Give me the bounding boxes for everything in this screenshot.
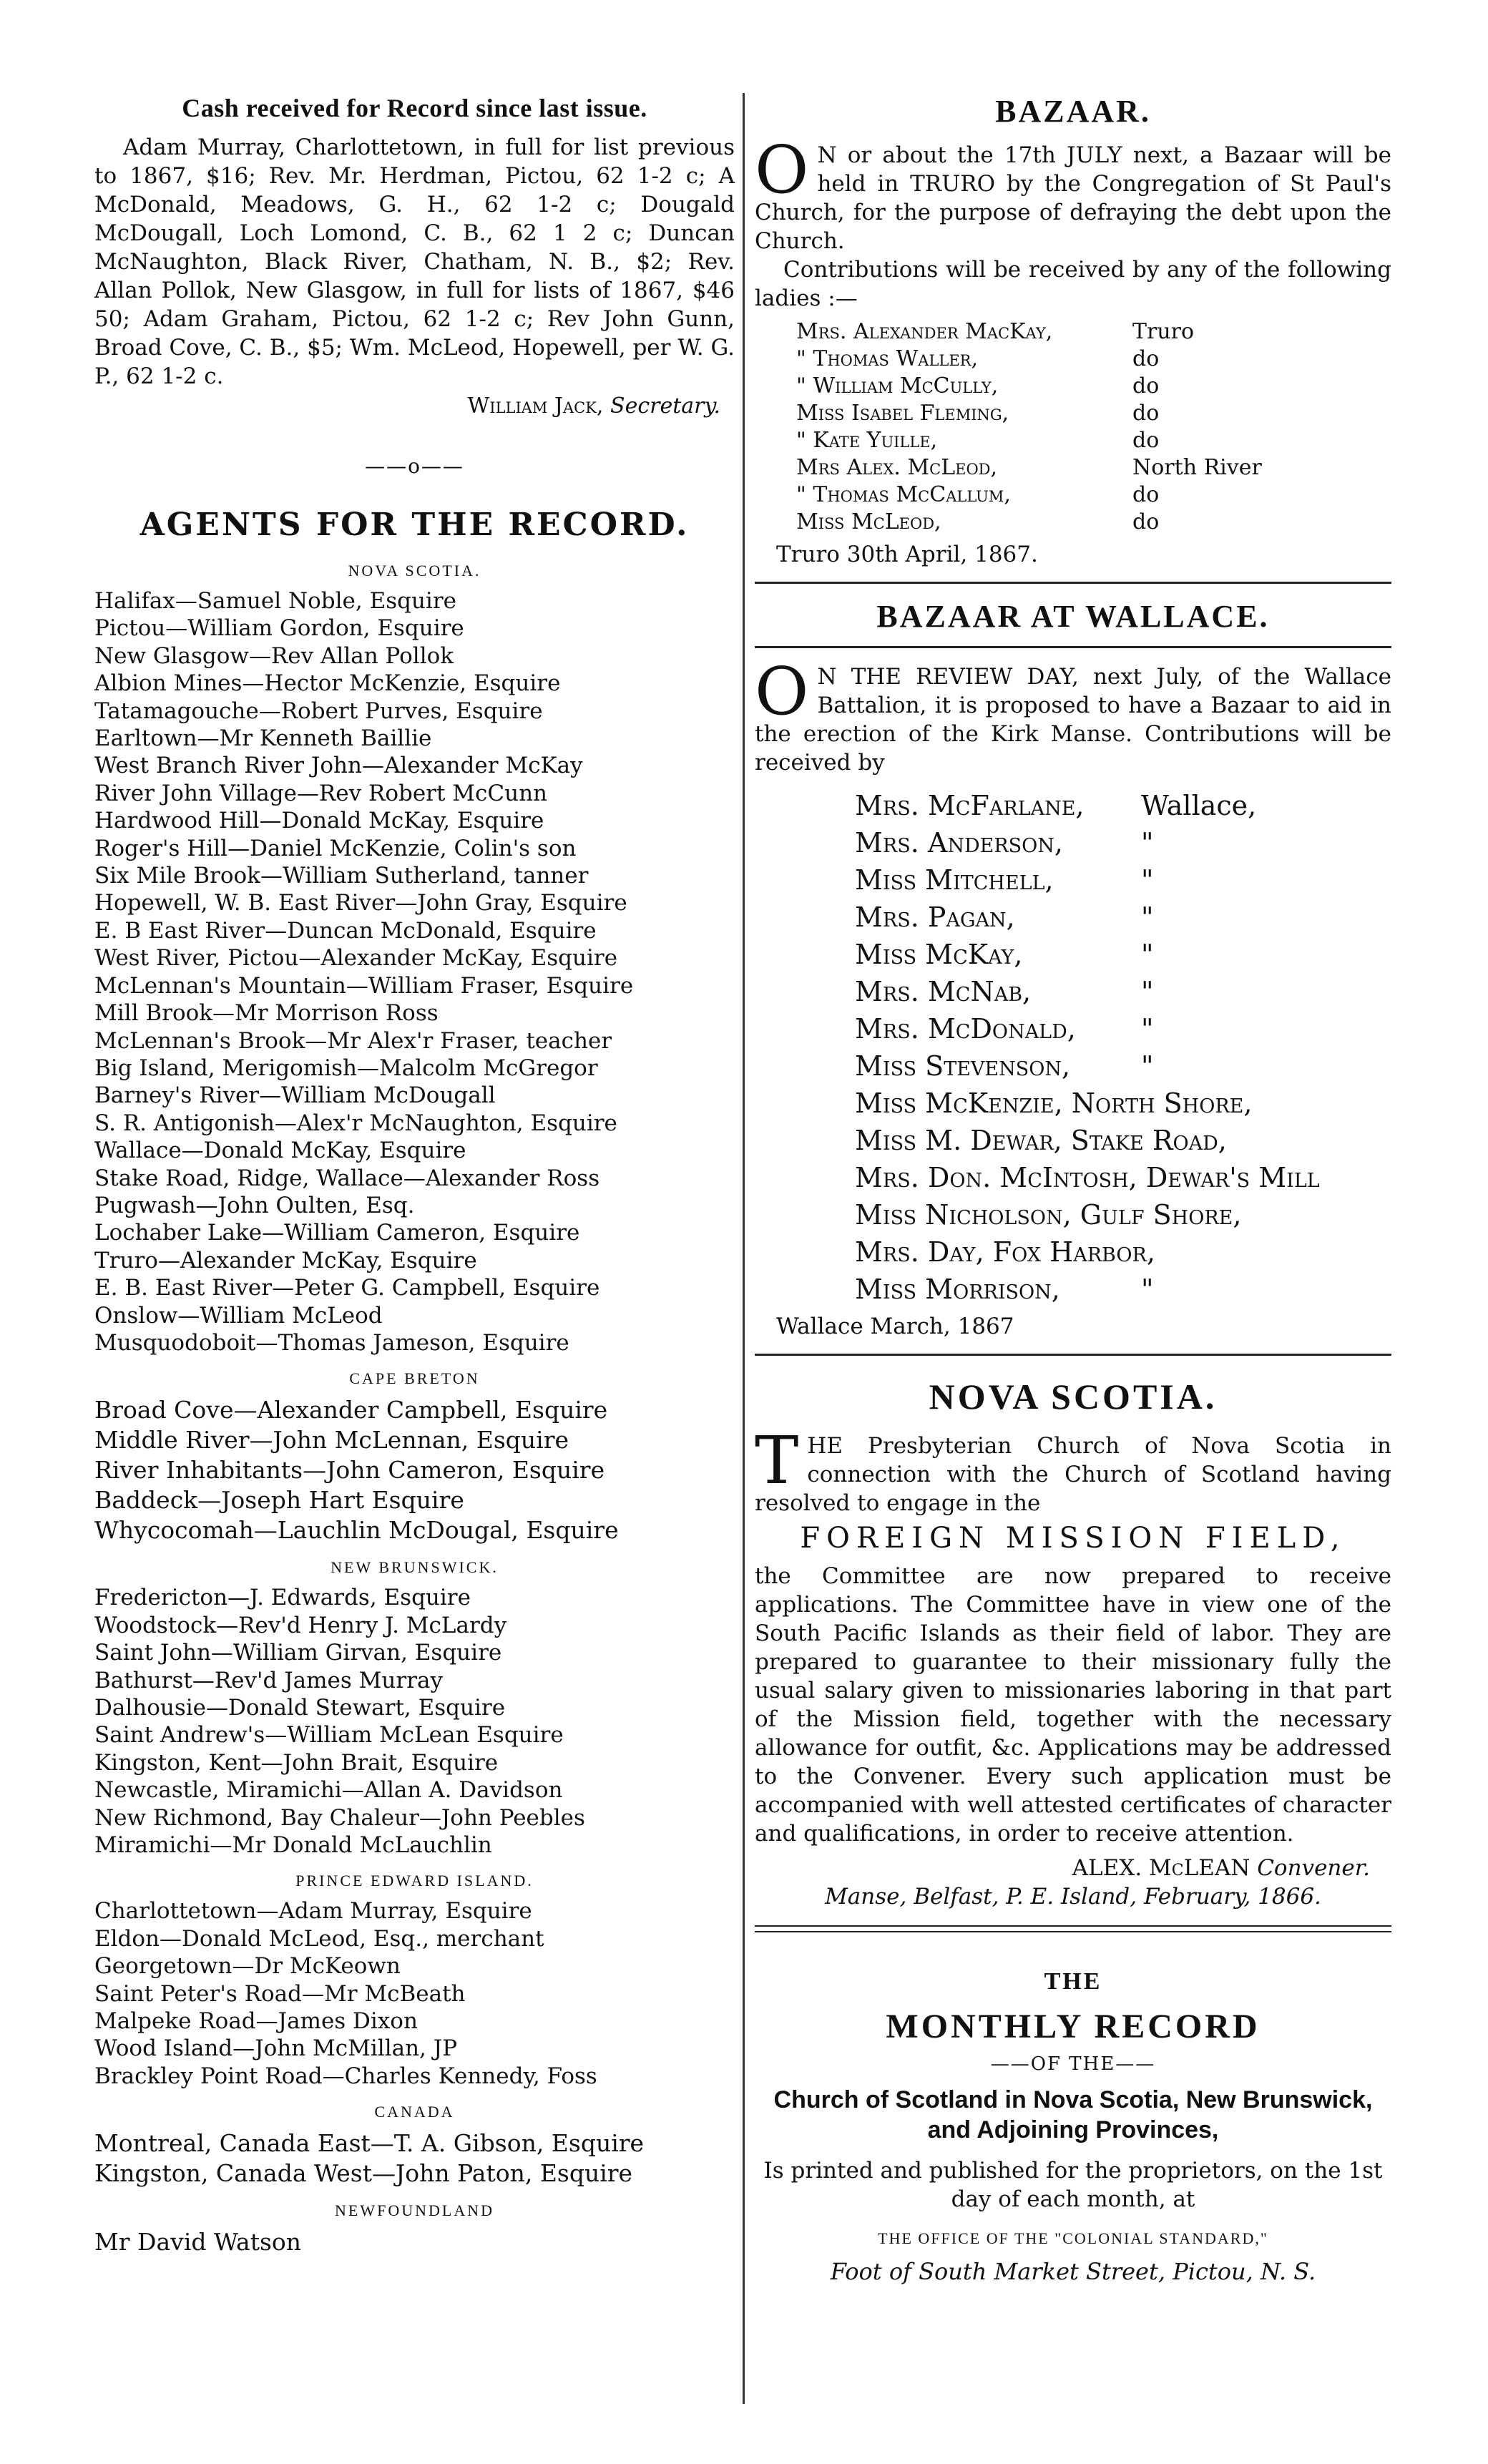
- foreign-mission-field: FOREIGN MISSION FIELD,: [800, 1522, 1346, 1555]
- agent-entry: E. B East River—Duncan McDonald, Esquire: [94, 917, 597, 944]
- agent-entry: Charlottetown—Adam Murray, Esquire: [94, 1898, 532, 1925]
- lady-name: Miss Mitchell,: [855, 864, 1054, 896]
- agent-entry: Onslow—William McLeod: [94, 1302, 383, 1329]
- agent-entry: Eldon—Donald McLeod, Esq., merchant: [94, 1925, 544, 1952]
- agent-entry: Six Mile Brook—William Sutherland, tanner: [94, 863, 589, 889]
- agents-pei: [94, 1897, 735, 2090]
- ns-body1-text: HE Presbyterian Church of Nova Scotia in connection with the Church of Scotland having resolved to engage in the: [755, 1433, 1391, 1516]
- convener-role: Convener.: [1257, 1855, 1370, 1881]
- agent-entry: McLennan's Mountain—William Fraser, Esquire: [94, 972, 634, 999]
- signature-name: William Jack,: [467, 393, 604, 419]
- agents-title: AGENTS FOR THE RECORD.: [140, 507, 690, 543]
- lady-place: do: [1132, 428, 1160, 453]
- lady-row: [796, 454, 1391, 481]
- lady-name: Mrs Alex. McLeod,: [796, 455, 998, 480]
- lady-row: [855, 1233, 1391, 1271]
- ns-body2: the Committee are now prepared to receive applications. The Committee have in view one of the South Pacific Islands as their field of labor. They are prepared to guarantee to their missionary fully the usual salary given to missionaries laboring in that part of the Mission field, together with the necessary allowance for outfit, &c. Applications may be addressed to the Convener. Every such application must be accompanied with well attested certificates of character and qualifications, in order to receive attention.: [755, 1563, 1391, 1847]
- agent-entry: Baddeck—Joseph Hart Esquire: [94, 1486, 464, 1515]
- cash-signature: [94, 393, 720, 419]
- lady-name: Mrs. Day, Fox Harbor,: [855, 1236, 1155, 1268]
- agent-entry: Newcastle, Miramichi—Allan A. Davidson: [94, 1777, 563, 1804]
- record-foot: Foot of South Market Street, Pictou, N. S.: [830, 2258, 1316, 2285]
- wallace-dropcap: O: [755, 653, 809, 730]
- agent-entry: Earltown—Mr Kenneth Baillie: [94, 725, 432, 752]
- agent-entry: Brackley Point Road—Charles Kennedy, Foss: [94, 2063, 597, 2089]
- lady-place: North River: [1132, 455, 1262, 480]
- agents-new-brunswick: [94, 1584, 735, 1859]
- lady-name: Mrs. McDonald,: [855, 1013, 1076, 1045]
- agent-entry: Broad Cove—Alexander Campbell, Esquire: [94, 1396, 608, 1424]
- agent-entry: Musquodoboit—Thomas Jameson, Esquire: [94, 1329, 569, 1356]
- agent-entry: Woodstock—Rev'd Henry J. McLardy: [94, 1612, 507, 1638]
- lady-place: ": [1141, 827, 1154, 859]
- lady-name: Miss McKenzie, North Shore,: [855, 1087, 1253, 1119]
- lady-row: [855, 899, 1391, 936]
- lady-place: Truro: [1132, 319, 1195, 344]
- convener: [755, 1855, 1370, 1881]
- lady-name: Miss Nicholson, Gulf Shore,: [855, 1199, 1242, 1231]
- lady-place: ": [1141, 939, 1154, 970]
- ns-body1: [755, 1422, 1391, 1517]
- region-canada: CANADA: [374, 2103, 455, 2121]
- agent-entry: Saint Peter's Road—Mr McBeath: [94, 1980, 466, 2007]
- agent-entry: Bathurst—Rev'd James Murray: [94, 1667, 444, 1693]
- bazaar-dropcap: O: [755, 132, 809, 208]
- lady-row: [855, 936, 1391, 973]
- agent-entry: Stake Road, Ridge, Wallace—Alexander Ross: [94, 1165, 600, 1191]
- lady-row: [855, 1010, 1391, 1047]
- rule: [755, 582, 1391, 584]
- cash-heading: Cash received for Record since last issue.: [182, 94, 647, 122]
- lady-name: Mrs. Don. McIntosh, Dewar's Mill: [855, 1162, 1320, 1193]
- agent-entry: Mill Brook—Mr Morrison Ross: [94, 1000, 439, 1027]
- lady-row: [855, 861, 1391, 899]
- cash-body: Adam Murray, Charlottetown, in full for list previous to 1867, $16; Rev. Mr. Herdman, Pictou, 62 1-2 c; A McDonald, Meadows, G. H., 62 1-2 c; Dougald McDougall, Loch Lomond, C. B., 62 1 2 c; Duncan McNaughton, Black River, Chatham, N. B., $2; Rev. Allan Pollok, New Glasgow, in full for lists of 1867, $46 50; Adam Graham, Pictou, 62 1-2 c; Rev John Gunn, Broad Cove, C. B., $5; Wm. McLeod, Hopewell, per W. G. P., 62 1-2 c.: [94, 135, 735, 389]
- agent-entry: Wood Island—John McMillan, JP: [94, 2035, 458, 2062]
- record-printed: Is printed and published for the proprietors, on the 1st day of each month, at: [763, 2158, 1383, 2212]
- lady-row: [855, 973, 1391, 1010]
- region-newfoundland: NEWFOUNDLAND: [335, 2201, 494, 2220]
- bazaar-title: BAZAAR.: [995, 94, 1151, 129]
- agent-entry: Truro—Alexander McKay, Esquire: [94, 1247, 477, 1273]
- agents-newfoundland: [94, 2227, 735, 2257]
- lady-name: Miss M. Dewar, Stake Road,: [855, 1125, 1227, 1156]
- lady-name: Miss Stevenson,: [855, 1050, 1071, 1082]
- lady-row: [796, 509, 1391, 536]
- agent-entry: Malpeke Road—James Dixon: [94, 2008, 418, 2035]
- rule: [755, 1925, 1391, 1927]
- rule: [755, 1354, 1391, 1356]
- lady-place: ": [1141, 901, 1154, 933]
- agent-entry: E. B. East River—Peter G. Campbell, Esquire: [94, 1275, 600, 1301]
- wallace-title: BAZAAR AT WALLACE.: [876, 599, 1270, 634]
- lady-name: " William McCully,: [796, 373, 999, 399]
- agent-entry: Lochaber Lake—William Cameron, Esquire: [94, 1220, 580, 1246]
- lady-name: Miss McKay,: [855, 939, 1023, 970]
- left-column: [94, 93, 735, 2257]
- ns-dropcap: T: [755, 1422, 799, 1499]
- region-pei: PRINCE EDWARD ISLAND.: [295, 1872, 534, 1890]
- monthly-record-title: MONTHLY RECORD: [886, 2008, 1261, 2045]
- agent-entry: Kingston, Canada West—John Paton, Esquire: [94, 2159, 633, 2188]
- lady-row: [855, 1196, 1391, 1233]
- lady-place: ": [1141, 1013, 1154, 1045]
- bazaar-body: [755, 132, 1391, 255]
- lady-name: Mrs. Alexander MacKay,: [796, 319, 1053, 344]
- lady-row: [796, 318, 1391, 346]
- agent-entry: River John Village—Rev Robert McCunn: [94, 780, 548, 806]
- lady-row: [855, 1047, 1391, 1085]
- agent-entry: River Inhabitants—John Cameron, Esquire: [94, 1456, 605, 1485]
- agents-canada: [94, 2128, 735, 2189]
- lady-name: Miss Isabel Fleming,: [796, 401, 1009, 426]
- agent-entry: Fredericton—J. Edwards, Esquire: [94, 1585, 471, 1611]
- agent-entry: McLennan's Brook—Mr Alex'r Fraser, teacher: [94, 1027, 612, 1054]
- convener-date: Manse, Belfast, P. E. Island, February, 1866.: [825, 1884, 1321, 1910]
- section-rule: ——o——: [365, 454, 464, 478]
- agent-entry: Dalhousie—Donald Stewart, Esquire: [94, 1695, 506, 1721]
- lady-name: " Kate Yuille,: [796, 428, 938, 453]
- agent-entry: Roger's Hill—Daniel McKenzie, Colin's son: [94, 835, 577, 861]
- lady-place: do: [1132, 373, 1160, 399]
- bazaar-body2: Contributions will be received by any of the following ladies :—: [755, 257, 1391, 311]
- convener-name: ALEX. McLEAN: [1072, 1855, 1250, 1881]
- agent-entry: S. R. Antigonish—Alex'r McNaughton, Esquire: [94, 1110, 617, 1136]
- lady-row: [796, 346, 1391, 373]
- agent-entry: Whycocomah—Lauchlin McDougal, Esquire: [94, 1516, 619, 1545]
- lady-place: ": [1141, 1050, 1154, 1082]
- lady-row: [855, 1122, 1391, 1159]
- lady-place: ": [1141, 1273, 1154, 1305]
- rule: [755, 1931, 1391, 1932]
- agent-entry: Pugwash—John Oulten, Esq.: [94, 1192, 415, 1218]
- wallace-body-text: N THE REVIEW DAY, next July, of the Wallace Battalion, it is proposed to have a Bazaar to aid in the erection of the Kirk Manse. Contributions will be received by: [755, 664, 1391, 776]
- agents-cape-breton: [94, 1395, 735, 1545]
- region-nova-scotia: NOVA SCOTIA.: [348, 562, 481, 580]
- wallace-ladies: [855, 787, 1391, 1308]
- agent-entry: Saint Andrew's—William McLean Esquire: [94, 1722, 564, 1749]
- lady-row: [796, 481, 1391, 509]
- lady-name: " Thomas Waller,: [796, 346, 979, 371]
- lady-name: Mrs. McNab,: [855, 976, 1032, 1007]
- record-office: THE OFFICE OF THE "COLONIAL STANDARD,": [878, 2229, 1268, 2247]
- agent-entry: Big Island, Merigomish—Malcolm McGregor: [94, 1055, 598, 1081]
- lady-row: [855, 824, 1391, 861]
- lady-name: Miss Morrison,: [855, 1273, 1060, 1305]
- region-cape-breton: CAPE BRETON: [349, 1369, 480, 1388]
- agent-entry: Tatamagouche—Robert Purves, Esquire: [94, 698, 543, 724]
- lady-place: do: [1132, 509, 1160, 534]
- bazaar-body-text: N or about the 17th JULY next, a Bazaar will be held in TRURO by the Congregation of St Paul's Church, for the purpose of defraying the debt upon the Church.: [755, 142, 1391, 254]
- agent-entry: Wallace—Donald McKay, Esquire: [94, 1138, 466, 1164]
- lady-place: Wallace,: [1141, 790, 1257, 821]
- signature-role: Secretary.: [610, 393, 720, 419]
- record-church: Church of Scotland in Nova Scotia, New Brunswick, and Adjoining Provinces,: [773, 2086, 1373, 2143]
- lady-row: [796, 400, 1391, 427]
- lady-name: Mrs. Anderson,: [855, 827, 1063, 859]
- lady-row: [855, 1159, 1391, 1196]
- agents-nova-scotia: [94, 587, 735, 1356]
- lady-name: Mrs. McFarlane,: [855, 790, 1085, 821]
- lady-row: [855, 1271, 1391, 1308]
- lady-row: [855, 1085, 1391, 1122]
- agent-entry: Hopewell, W. B. East River—John Gray, Esquire: [94, 890, 627, 916]
- agent-entry: Kingston, Kent—John Brait, Esquire: [94, 1749, 499, 1776]
- lady-name: Mrs. Pagan,: [855, 901, 1015, 933]
- nova-scotia-title: NOVA SCOTIA.: [929, 1377, 1218, 1417]
- agent-entry: Barney's River—William McDougall: [94, 1082, 496, 1109]
- agent-entry: Mr David Watson: [94, 2228, 302, 2257]
- lady-place: ": [1141, 864, 1154, 896]
- bazaar-date: Truro 30th April, 1867.: [776, 542, 1038, 567]
- lady-row: [855, 787, 1391, 824]
- lady-name: " Thomas McCallum,: [796, 482, 1011, 507]
- agent-entry: Albion Mines—Hector McKenzie, Esquire: [94, 670, 561, 697]
- agent-entry: New Richmond, Bay Chaleur—John Peebles: [94, 1804, 585, 1831]
- agent-entry: Miramichi—Mr Donald McLauchlin: [94, 1832, 492, 1859]
- lady-name: Miss McLeod,: [796, 509, 941, 534]
- lady-place: ": [1141, 976, 1154, 1007]
- agent-entry: Hardwood Hill—Donald McKay, Esquire: [94, 808, 544, 834]
- lady-row: [796, 373, 1391, 400]
- lady-place: do: [1132, 401, 1160, 426]
- agent-entry: Montreal, Canada East—T. A. Gibson, Esquire: [94, 2129, 645, 2158]
- agent-entry: Halifax—Samuel Noble, Esquire: [94, 588, 457, 614]
- record-the: THE: [1044, 1968, 1102, 1995]
- agent-entry: Pictou—William Gordon, Esquire: [94, 615, 464, 642]
- agent-entry: West River, Pictou—Alexander McKay, Esquire: [94, 945, 618, 972]
- lady-place: do: [1132, 346, 1160, 371]
- agent-entry: West Branch River John—Alexander McKay: [94, 753, 583, 779]
- column-divider: [743, 93, 745, 2404]
- bazaar-ladies: [796, 318, 1391, 536]
- record-of-the: ——OF THE——: [990, 2053, 1156, 2075]
- agent-entry: Georgetown—Dr McKeown: [94, 1953, 401, 1980]
- wallace-date: Wallace March, 1867: [776, 1314, 1014, 1339]
- agent-entry: Saint John—William Girvan, Esquire: [94, 1640, 502, 1666]
- rule: [755, 646, 1391, 648]
- right-column: [755, 93, 1391, 2285]
- agent-entry: New Glasgow—Rev Allan Pollok: [94, 642, 454, 669]
- wallace-body: [755, 653, 1391, 777]
- lady-row: [796, 427, 1391, 454]
- lady-place: do: [1132, 482, 1160, 507]
- region-new-brunswick: NEW BRUNSWICK.: [331, 1558, 499, 1577]
- agent-entry: Middle River—John McLennan, Esquire: [94, 1426, 569, 1455]
